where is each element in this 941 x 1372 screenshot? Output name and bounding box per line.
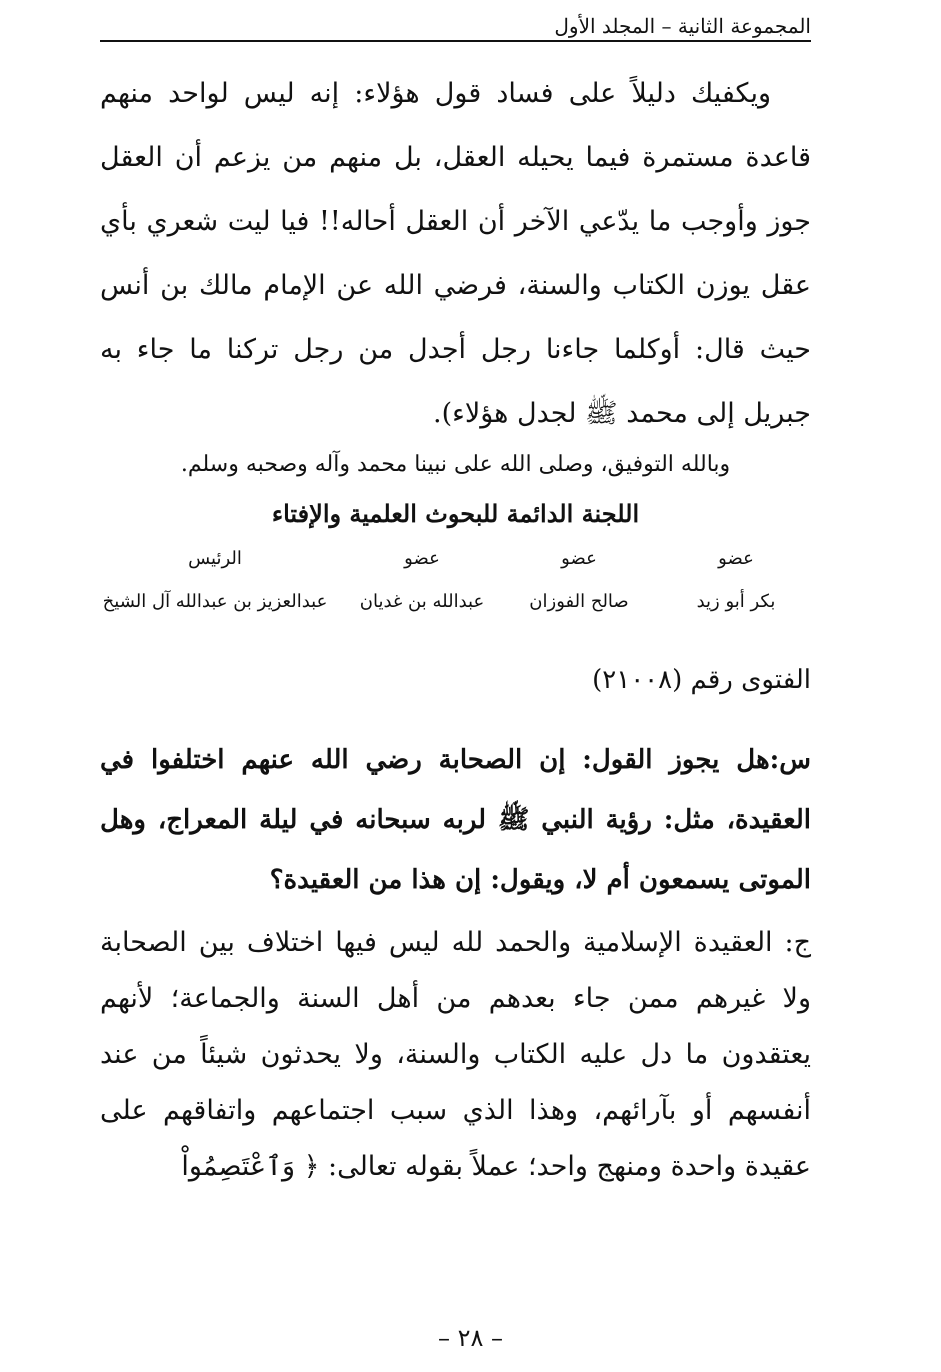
page-number: – ٢٨ –: [437, 1324, 504, 1352]
fatwa-answer: ج: العقيدة الإسلامية والحمد لله ليس فيها اختلاف بين الصحابة ولا غيرهم ممن جاء بعدهم من أهل السنة والجماعة؛ لأنهم يعتقدون ما دل عليه الكتاب والسنة، ولا يحدثون شيئاً من عند أنفسهم أو بآرائهم، وهذا الذي سبب اجتماعهم واتفاقهم على عقيدة واحدة ومنهج واحد؛ عملاً بقوله تعالى: ﴿ وَٱعْتَصِمُواْ: [100, 927, 811, 1182]
running-head: المجموعة الثانية – المجلد الأول: [554, 14, 811, 38]
fatwa-question: س:هل يجوز القول: إن الصحابة رضي الله عنهم اختلفوا في العقيدة، مثل: رؤية النبي ﷺ لربه سبحانه في ليلة المعراج، وهل الموتى يسمعون أم لا، ويقول: إن هذا من العقيدة؟: [100, 745, 811, 895]
header-rule: [100, 40, 811, 42]
member-role-4: الرئيس: [188, 548, 242, 569]
member-name-2: صالح الفوزان: [529, 591, 629, 612]
member-name-1: بكر أبو زيد: [696, 591, 776, 612]
member-name-4: عبدالعزيز بن عبدالله آل الشيخ: [102, 591, 328, 612]
body-section: [100, 62, 811, 446]
signature-names: [100, 591, 811, 612]
answer-section: [100, 915, 811, 1195]
member-name-3: عبدالله بن غديان: [359, 591, 485, 612]
committee-name: اللجنة الدائمة للبحوث العلمية والإفتاء: [271, 499, 640, 528]
body-paragraph: ويكفيك دليلاً على فساد قول هؤلاء: إنه ليس لواحد منهم قاعدة مستمرة فيما يحيله العقل، بل منهم من يزعم أن العقل جوز وأوجب ما يدّعي الآخر أن العقل أحاله!! فيا ليت شعري بأي عقل يوزن الكتاب والسنة، فرضي الله عن الإمام مالك بن أنس حيث قال: أوكلما جاءنا رجل أجدل من رجل تركنا ما جاء به جبريل إلى محمد ﷺ لجدل هؤلاء).: [100, 78, 811, 429]
closing-line: وبالله التوفيق، وصلى الله على نبينا محمد وآله وصحبه وسلم.: [180, 452, 731, 477]
member-role-2: عضو: [561, 548, 597, 569]
member-role-3: عضو: [404, 548, 440, 569]
signature-roles: [100, 548, 811, 569]
fatwa-number: الفتوى رقم (٢١٠٠٨): [592, 665, 811, 695]
member-role-1: عضو: [718, 548, 754, 569]
